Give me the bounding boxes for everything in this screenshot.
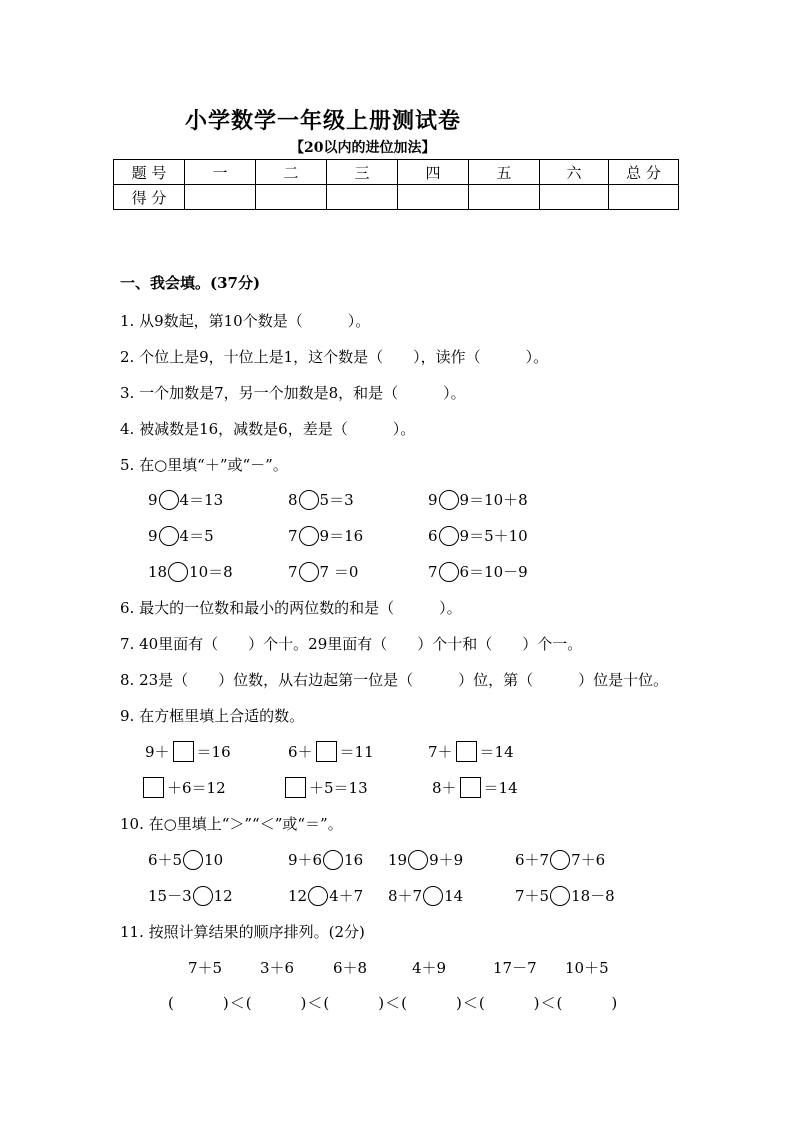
answer-circle[interactable]: [408, 850, 428, 870]
score-cell[interactable]: [469, 185, 540, 210]
score-cell[interactable]: [185, 185, 256, 210]
answer-circle[interactable]: [308, 886, 328, 906]
answer-circle[interactable]: [423, 886, 443, 906]
question-5: 5. 在○里填“＋”或“－”。: [120, 456, 288, 474]
q10-item: 15－3 12: [148, 887, 233, 905]
score-table: [113, 159, 679, 210]
answer-circle[interactable]: [193, 886, 213, 906]
answer-box[interactable]: [143, 777, 164, 798]
header-cell: 二: [256, 160, 327, 185]
q10-item: 6＋7 7＋6: [515, 851, 606, 869]
question-9: 9. 在方框里填上合适的数。: [120, 707, 305, 725]
question-7: 7. 40里面有（ ）个十。29里面有（ ）个十和（ ）个一。: [120, 635, 583, 653]
answer-box[interactable]: [285, 777, 306, 798]
q9-item: ＋5＝13: [282, 777, 368, 798]
answer-circle[interactable]: [323, 850, 343, 870]
q11-answer-blanks[interactable]: ( )＜( )＜( )＜( )＜( )＜( ): [168, 994, 619, 1012]
score-cell[interactable]: [609, 185, 679, 210]
header-cell: 总 分: [609, 160, 679, 185]
q5-item: 7 9＝16: [288, 527, 364, 545]
answer-circle[interactable]: [299, 526, 319, 546]
header-cell: 四: [398, 160, 469, 185]
answer-circle[interactable]: [299, 562, 319, 582]
page-subtitle: 【20以内的进位加法】: [290, 140, 436, 156]
answer-circle[interactable]: [439, 490, 459, 510]
q9-item: 7＋ ＝14: [428, 743, 514, 761]
q11-expression: 17－7: [493, 959, 537, 977]
q5-item: 6 9＝5＋10: [428, 527, 528, 545]
header-cell: 五: [469, 160, 540, 185]
question-10: 10. 在○里填上“＞”“＜”或“＝”。: [120, 815, 343, 833]
section-heading: 一、我会填。(37分): [120, 274, 261, 292]
q5-item: 8 5＝3: [288, 491, 354, 509]
q10-item: 6＋5 10: [148, 851, 224, 869]
answer-box[interactable]: [316, 741, 337, 762]
answer-circle[interactable]: [299, 490, 319, 510]
q5-item: 7 6＝10－9: [428, 563, 528, 581]
q9-item: ＋6＝12: [140, 777, 226, 798]
answer-circle[interactable]: [159, 490, 179, 510]
answer-circle[interactable]: [439, 526, 459, 546]
answer-box[interactable]: [173, 741, 194, 762]
score-cell[interactable]: [327, 185, 398, 210]
answer-circle[interactable]: [168, 562, 188, 582]
q10-item: 12 4＋7: [288, 887, 364, 905]
score-label-cell: 得 分: [114, 185, 185, 210]
q9-item: 9＋ ＝16: [145, 743, 231, 761]
q9-item: 6＋ ＝11: [288, 743, 374, 761]
score-table-header-row: [114, 160, 679, 185]
q11-expression: 7＋5: [188, 959, 223, 977]
q5-item: 9 4＝13: [148, 491, 224, 509]
q5-item: 7 7 ＝0: [288, 563, 359, 581]
header-cell: 题 号: [114, 160, 185, 185]
q5-item: 9 9＝10＋8: [428, 491, 528, 509]
answer-circle[interactable]: [159, 526, 179, 546]
q5-item: 18 10＝8: [148, 563, 233, 581]
q11-expression: 10＋5: [565, 959, 609, 977]
answer-circle[interactable]: [550, 850, 570, 870]
answer-circle[interactable]: [439, 562, 459, 582]
answer-circle[interactable]: [550, 886, 570, 906]
question-3: 3. 一个加数是7，另一个加数是8，和是（ ）。: [120, 384, 466, 402]
q5-item: 9 4＝5: [148, 527, 214, 545]
q11-expression: 3＋6: [260, 959, 295, 977]
score-cell[interactable]: [540, 185, 609, 210]
score-cell[interactable]: [256, 185, 327, 210]
header-cell: 六: [540, 160, 609, 185]
answer-box[interactable]: [456, 741, 477, 762]
q10-item: 7＋5 18－8: [515, 887, 615, 905]
answer-box[interactable]: [460, 777, 481, 798]
question-11: 11. 按照计算结果的顺序排列。(2分): [120, 923, 365, 941]
q10-item: 8＋7 14: [388, 887, 464, 905]
question-6: 6. 最大的一位数和最小的两位数的和是（ ）。: [120, 599, 462, 617]
q10-item: 19 9＋9: [388, 851, 464, 869]
q11-expression: 6＋8: [333, 959, 368, 977]
question-2: 2. 个位上是9，十位上是1，这个数是（ ），读作（ ）。: [120, 348, 549, 366]
question-8: 8. 23是（ ）位数，从右边起第一位是（ ）位，第（ ）位是十位。: [120, 671, 669, 689]
q11-expression: 4＋9: [412, 959, 447, 977]
q10-item: 9＋6 16: [288, 851, 364, 869]
question-1: 1. 从9数起，第10个数是（ ）。: [120, 312, 371, 330]
header-cell: 三: [327, 160, 398, 185]
score-cell[interactable]: [398, 185, 469, 210]
page-title: 小学数学一年级上册测试卷: [185, 108, 462, 134]
header-cell: 一: [185, 160, 256, 185]
score-table-score-row: [114, 185, 679, 210]
question-4: 4. 被减数是16，减数是6，差是（ ）。: [120, 420, 416, 438]
answer-circle[interactable]: [183, 850, 203, 870]
q9-item: 8＋ ＝14: [432, 779, 518, 797]
